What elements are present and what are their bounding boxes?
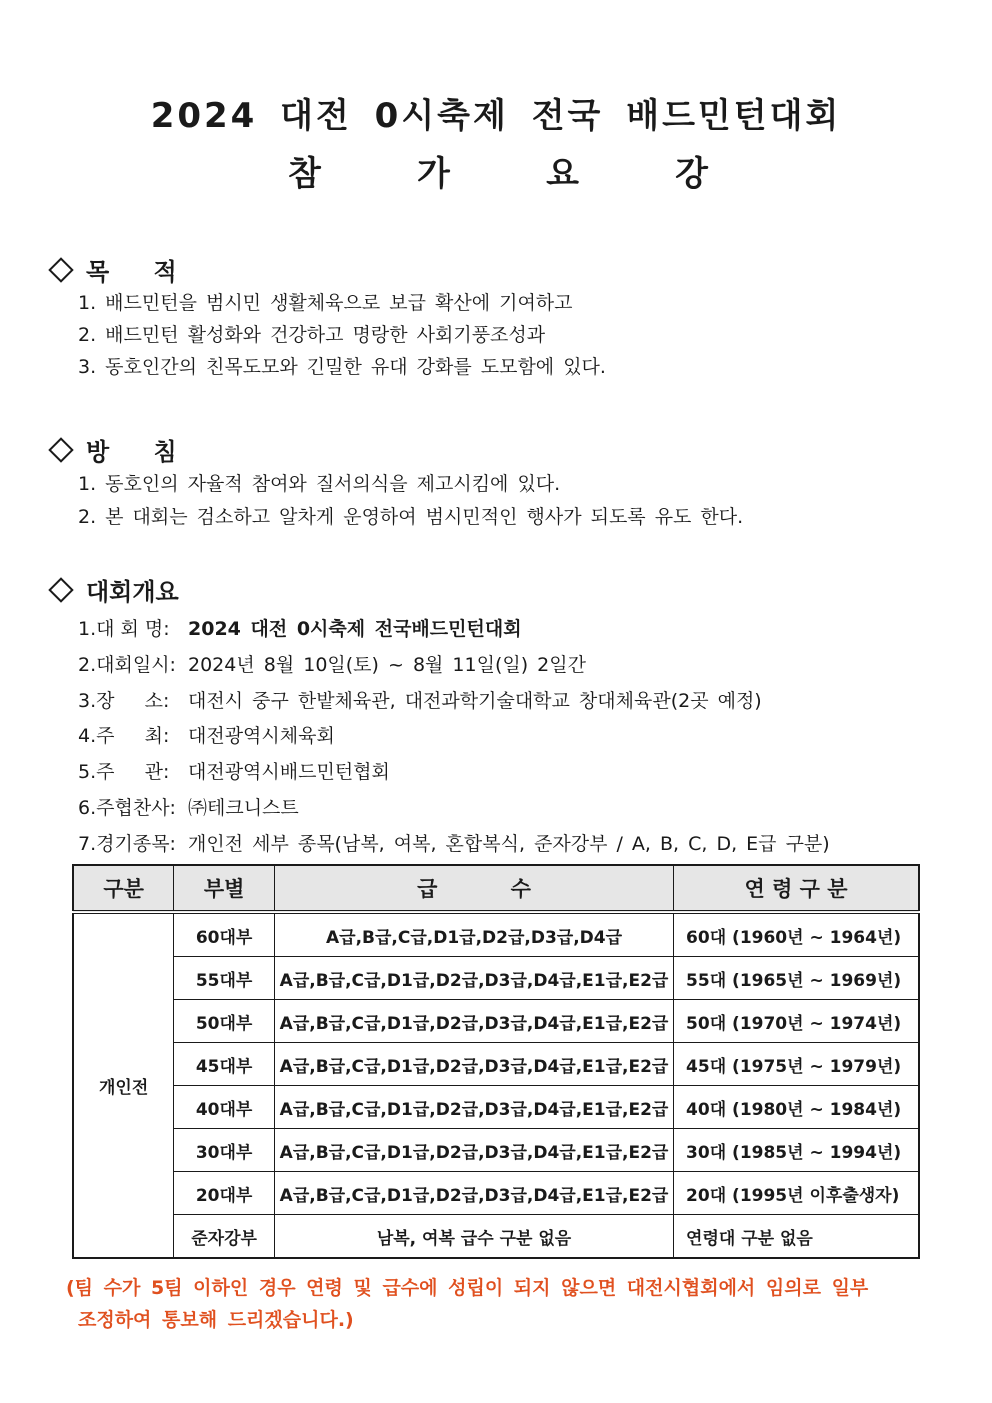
grades-cell: A급,B급,C급,D1급,D2급,D3급,D4급,E1급,E2급 bbox=[274, 1129, 673, 1172]
age-cell: 60대 (1960년 ~ 1964년) bbox=[674, 912, 919, 957]
overview-item bbox=[78, 686, 762, 713]
diamond-bullet-icon bbox=[48, 437, 73, 462]
overview-item bbox=[78, 793, 299, 820]
age-cell: 20대 (1995년 이후출생자) bbox=[674, 1172, 919, 1215]
overview-label: 6.주협찬사: bbox=[78, 797, 176, 819]
age-cell: 40대 (1980년 ~ 1984년) bbox=[674, 1086, 919, 1129]
division-cell: 준자강부 bbox=[174, 1215, 275, 1259]
overview-item bbox=[78, 757, 390, 784]
overview-item bbox=[78, 650, 586, 677]
overview-item bbox=[78, 829, 830, 856]
overview-label: 1.대 회 명: bbox=[78, 618, 170, 640]
table-row bbox=[73, 1129, 919, 1172]
age-cell: 50대 (1970년 ~ 1974년) bbox=[674, 1000, 919, 1043]
purpose-item: 2. 배드민턴 활성화와 건강하고 명랑한 사회기풍조성과 bbox=[78, 324, 546, 346]
overview-item bbox=[78, 614, 522, 641]
policy-heading: 방 침 bbox=[48, 432, 195, 467]
purpose-item: 3. 동호인간의 친목도모와 긴밀한 유대 강화를 도모함에 있다. bbox=[78, 356, 606, 378]
purpose-heading: 목 적 bbox=[48, 252, 195, 287]
overview-value: ㈜테크니스트 bbox=[188, 797, 299, 819]
table-row bbox=[73, 912, 919, 957]
table-row bbox=[73, 1086, 919, 1129]
subtitle-char: 강 bbox=[675, 154, 708, 194]
diamond-bullet-icon bbox=[48, 577, 73, 602]
division-cell: 40대부 bbox=[174, 1086, 275, 1129]
division-cell: 55대부 bbox=[174, 957, 275, 1000]
overview-value: 2024년 8월 10일(토) ~ 8월 11일(일) 2일간 bbox=[188, 654, 586, 676]
subtitle-char: 가 bbox=[417, 154, 450, 194]
division-cell: 50대부 bbox=[174, 1000, 275, 1043]
division-cell: 30대부 bbox=[174, 1129, 275, 1172]
overview-value: 대전시 중구 한밭체육관, 대전과학기술대학교 창대체육관(2곳 예정) bbox=[188, 690, 762, 712]
age-cell: 30대 (1985년 ~ 1994년) bbox=[674, 1129, 919, 1172]
table-header-row bbox=[73, 865, 919, 912]
subtitle-char: 요 bbox=[546, 154, 579, 194]
subtitle-char: 참 bbox=[288, 154, 321, 194]
overview-label: 3.장 소: bbox=[78, 690, 170, 712]
age-cell: 연령대 구분 없음 bbox=[674, 1215, 919, 1259]
grades-cell: A급,B급,C급,D1급,D2급,D3급,D4급,E1급,E2급 bbox=[274, 1172, 673, 1215]
overview-label: 2.대회일시: bbox=[78, 654, 176, 676]
header-grades: 급 수 bbox=[274, 865, 673, 912]
grades-cell: A급,B급,C급,D1급,D2급,D3급,D4급,E1급,E2급 bbox=[274, 1043, 673, 1086]
adjustment-note bbox=[66, 1272, 926, 1336]
age-cell: 55대 (1965년 ~ 1969년) bbox=[674, 957, 919, 1000]
overview-label: 5.주 관: bbox=[78, 761, 170, 783]
grades-cell: 남복, 여복 급수 구분 없음 bbox=[274, 1215, 673, 1259]
header-division: 부별 bbox=[174, 865, 275, 912]
document-subtitle bbox=[288, 146, 708, 195]
grades-cell: A급,B급,C급,D1급,D2급,D3급,D4급,E1급,E2급 bbox=[274, 1000, 673, 1043]
purpose-item: 1. 배드민턴을 범시민 생활체육으로 보급 확산에 기여하고 bbox=[78, 292, 573, 314]
table-row bbox=[73, 1172, 919, 1215]
grades-cell: A급,B급,C급,D1급,D2급,D3급,D4급,E1급,E2급 bbox=[274, 957, 673, 1000]
overview-value: 대전광역시체육회 bbox=[188, 725, 335, 747]
division-cell: 45대부 bbox=[174, 1043, 275, 1086]
overview-value: 대전광역시배드민턴협회 bbox=[188, 761, 390, 783]
division-cell: 20대부 bbox=[174, 1172, 275, 1215]
age-cell: 45대 (1975년 ~ 1979년) bbox=[674, 1043, 919, 1086]
policy-item: 1. 동호인의 자율적 참여와 질서의식을 제고시킴에 있다. bbox=[78, 473, 561, 495]
division-cell: 60대부 bbox=[174, 912, 275, 957]
overview-item bbox=[78, 721, 335, 748]
overview-label: 7.경기종목: bbox=[78, 833, 176, 855]
policy-item: 2. 본 대회는 검소하고 알차게 운영하여 범시민적인 행사가 되도록 유도 한다. bbox=[78, 506, 744, 528]
table-row bbox=[73, 1000, 919, 1043]
overview-value: 개인전 세부 종목(남복, 여복, 혼합복식, 준자강부 / A, B, C, D, E급 구분) bbox=[188, 833, 830, 855]
table-row bbox=[73, 1215, 919, 1259]
grades-cell: A급,B급,C급,D1급,D2급,D3급,D4급 bbox=[274, 912, 673, 957]
document-title: 2024 대전 0시축제 전국 배드민턴대회 bbox=[150, 96, 842, 136]
table-row bbox=[73, 1043, 919, 1086]
note-line: (팀 수가 5팀 이하인 경우 연령 및 급수에 성립이 되지 않으면 대전시협회에서 임의로 일부 bbox=[66, 1277, 869, 1299]
grades-cell: A급,B급,C급,D1급,D2급,D3급,D4급,E1급,E2급 bbox=[274, 1086, 673, 1129]
note-line: 조정하여 통보해 드리겠습니다.) bbox=[78, 1309, 354, 1331]
event-table bbox=[72, 864, 920, 1259]
header-age: 연 령 구 분 bbox=[674, 865, 919, 912]
diamond-bullet-icon bbox=[48, 257, 73, 282]
table-row bbox=[73, 957, 919, 1000]
overview-value: 2024 대전 0시축제 전국배드민턴대회 bbox=[188, 618, 522, 640]
header-category: 구분 bbox=[73, 865, 174, 912]
category-cell: 개인전 bbox=[73, 912, 174, 1258]
overview-label: 4.주 최: bbox=[78, 725, 170, 747]
overview-heading: 대회개요 bbox=[48, 572, 179, 607]
